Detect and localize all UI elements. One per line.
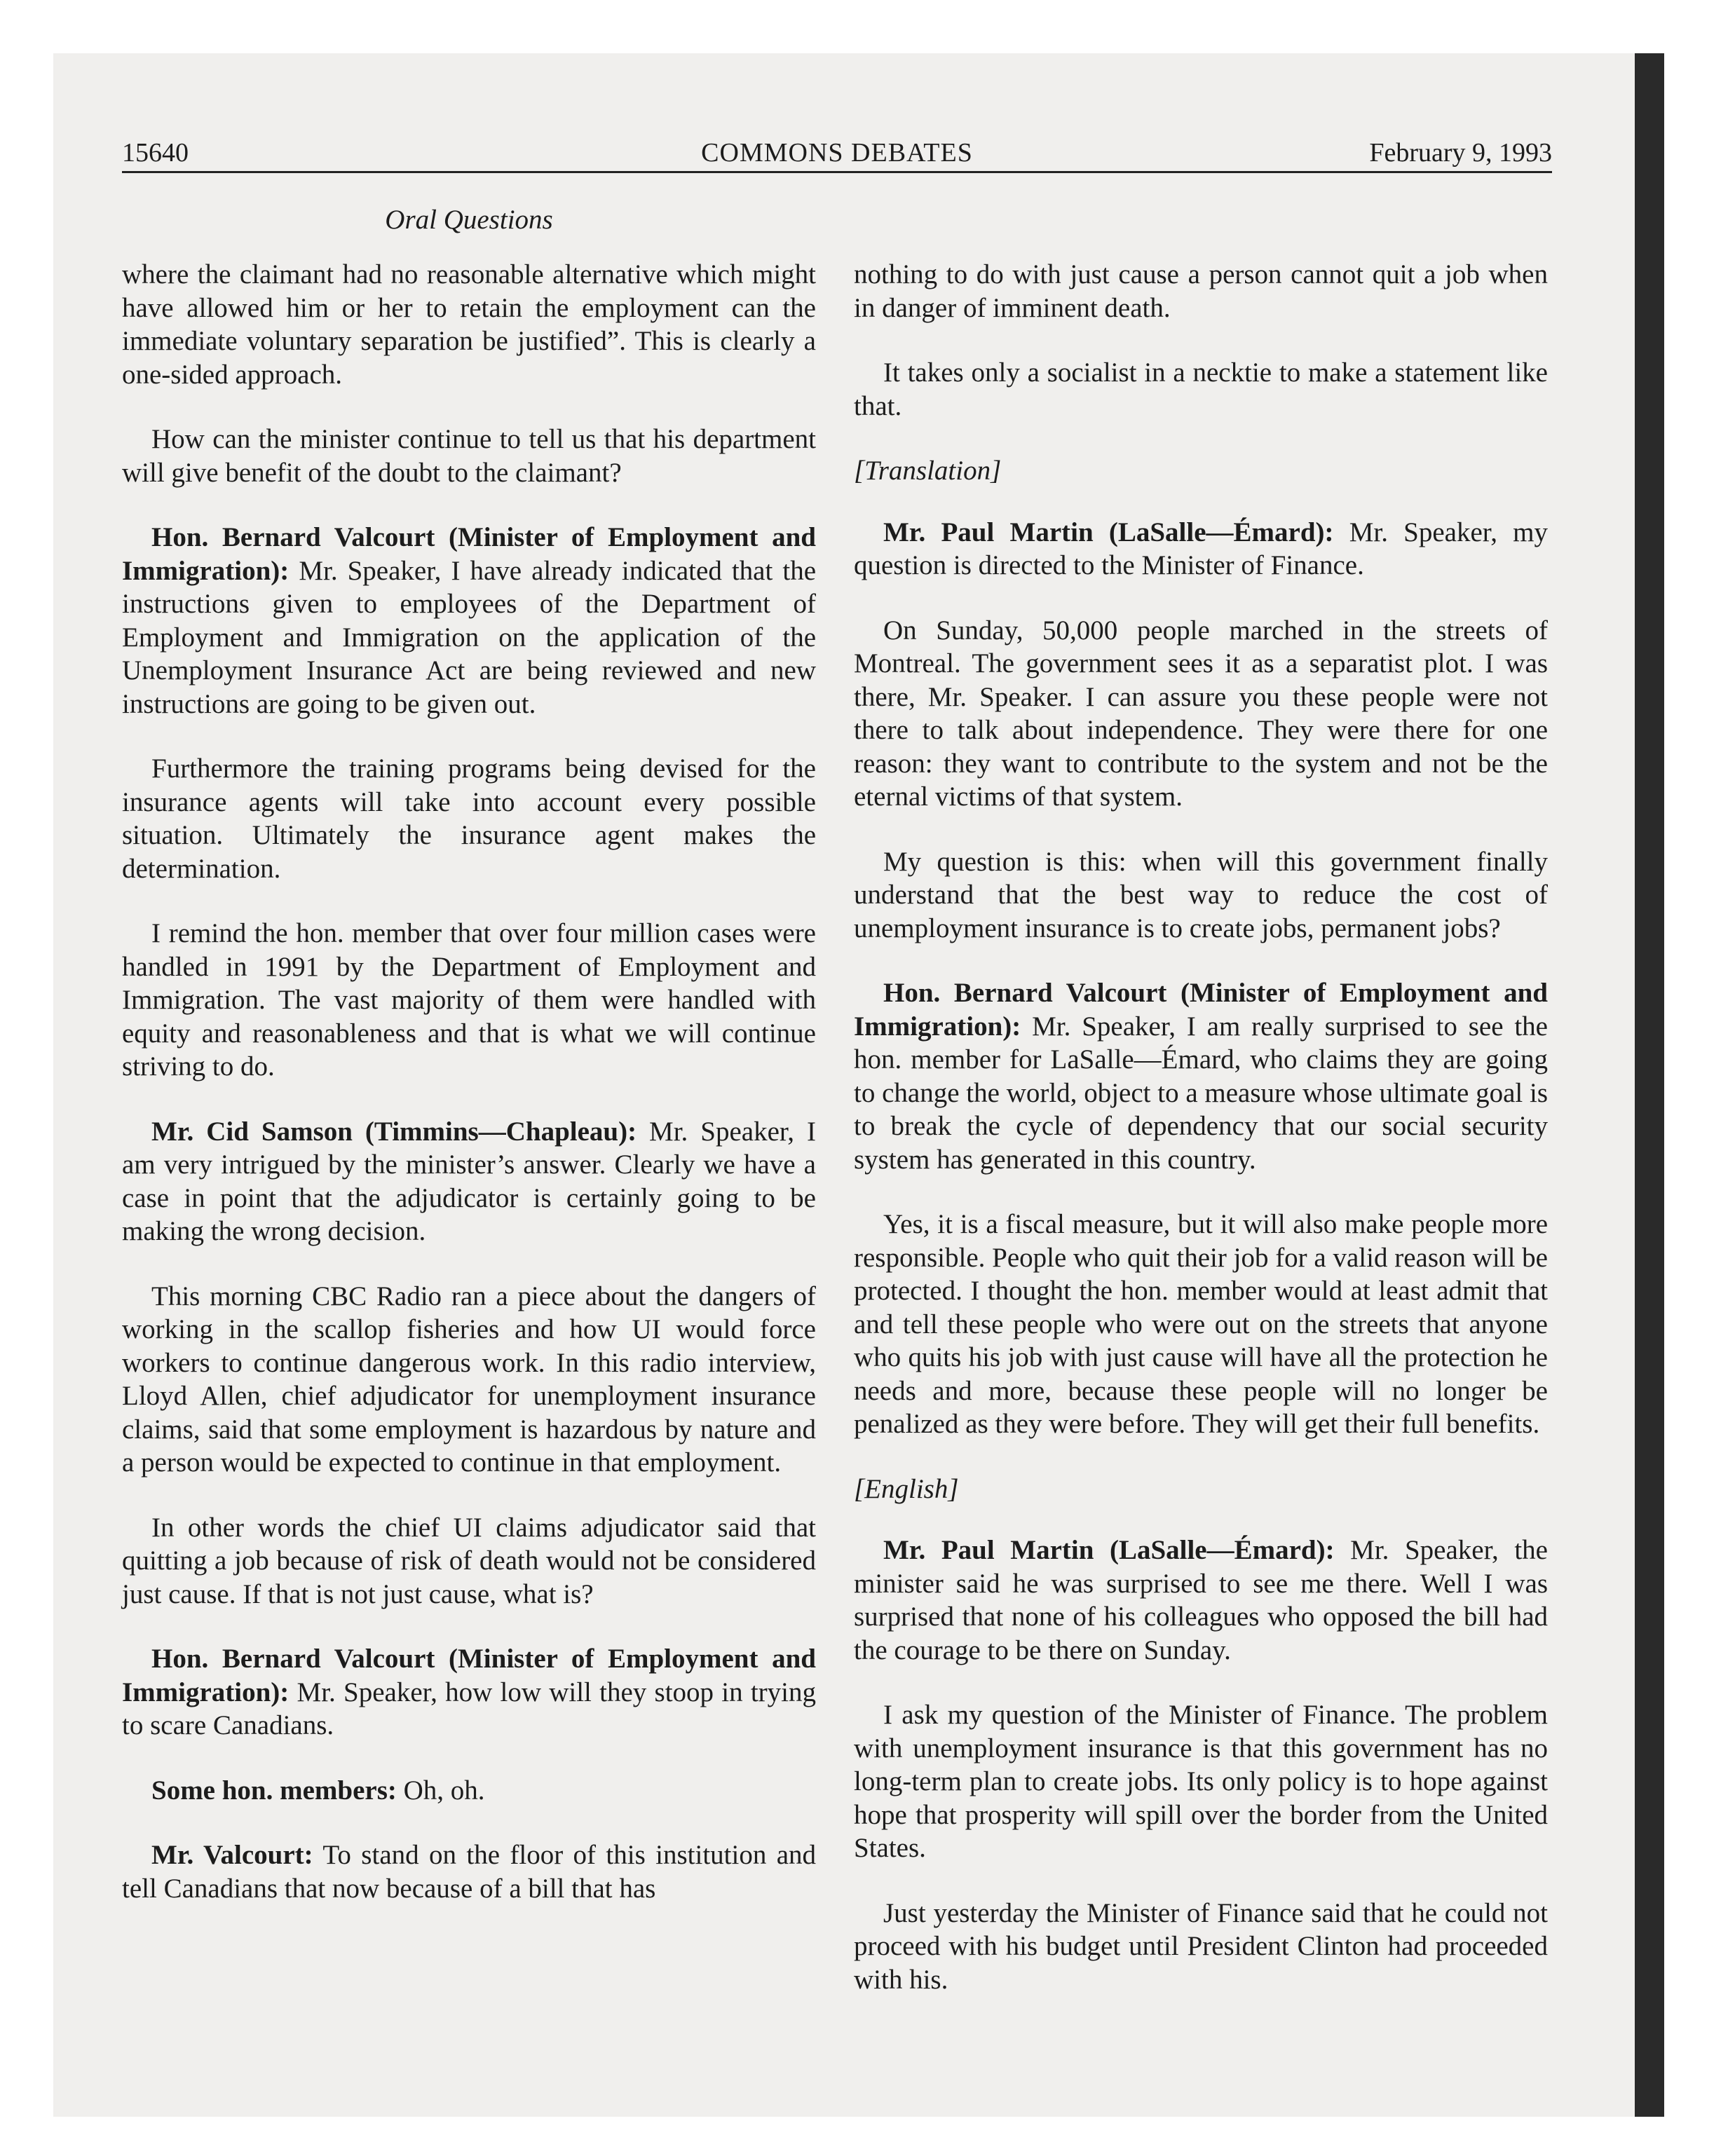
speech-paragraph (122, 1774, 816, 1808)
page-number: 15640 (122, 138, 189, 168)
speech-paragraph (122, 1642, 816, 1742)
speech-paragraph (854, 1534, 1548, 1667)
language-tag: [Translation] (854, 456, 1002, 486)
speech-paragraph (854, 976, 1548, 1176)
body-paragraph: Just yesterday the Minister of Finance said that he could not proceed with his budget until President Clinton had proceeded with his. (854, 1897, 1548, 1995)
speaker-name: Hon. Bernard Valcourt (Minister of Employment and Immigration): (854, 978, 1548, 1042)
body-paragraph: Yes, it is a fiscal measure, but it will also make people more responsible. People who quit their job for a valid reason will be protected. I thought the hon. member would at least admit that and tell these people who were out on the streets that anyone who quits his job with just cause will have all the protection he needs and more, because these people will no longer be penalized as they were before. They will get their full benefits. (854, 1209, 1548, 1439)
body-paragraph: Furthermore the training programs being devised for the insurance agents will take into account every possible situation. Ultimately the insurance agent makes the determination. (122, 753, 816, 884)
body-paragraph: On Sunday, 50,000 people marched in the streets of Montreal. The government sees it as a separatist plot. I was there, Mr. Speaker. I can assure you these people were not there to talk about independence. They were there for one reason: they want to contribute to the system and not be the eternal victims of that system. (854, 615, 1548, 812)
right-column (854, 258, 1548, 2028)
speech-paragraph (122, 1838, 816, 1905)
speaker-name: Mr. Valcourt: (151, 1840, 313, 1870)
body-paragraph: It takes only a socialist in a necktie to make a statement like that. (854, 357, 1548, 421)
language-tag: [English] (854, 1473, 959, 1504)
body-paragraph: My question is this: when will this government finally understand that the best way to reduce the cost of unemployment insurance is to create jobs, permanent jobs? (854, 846, 1548, 943)
speech-text: Mr. Speaker, how low will they stoop in trying to scare Canadians. (122, 1677, 816, 1740)
publication-title: COMMONS DEBATES (701, 138, 973, 168)
speech-paragraph (122, 521, 816, 721)
speech-text: Mr. Speaker, my question is directed to the Minister of Finance. (854, 517, 1548, 580)
page-date: February 9, 1993 (1369, 138, 1552, 168)
body-paragraph: I ask my question of the Minister of Finance. The problem with unemployment insurance is that this government has no long-term plan to create jobs. Its only policy is to hope against hope that prosperity will spill over the border from the United States. (854, 1700, 1548, 1863)
body-paragraph: nothing to do with just cause a person cannot quit a job when in danger of imminent death. (854, 259, 1548, 323)
page-header (122, 133, 1552, 172)
left-column (122, 258, 816, 1937)
speech-paragraph (122, 1115, 816, 1248)
speech-text: Oh, oh. (396, 1775, 485, 1806)
speaker-name: Hon. Bernard Valcourt (Minister of Employment and Immigration): (122, 1644, 816, 1707)
body-paragraph: This morning CBC Radio ran a piece about the dangers of working in the scallop fisheries and how UI would force workers to continue dangerous work. In this radio interview, Lloyd Allen, chief adjudicator for unemployment insurance claims, said that some employment is hazardous by nature and a person would be expected to continue in that employment. (122, 1281, 816, 1478)
speech-text: To stand on the floor of this institution and tell Canadians that now because of a bill that has (122, 1840, 816, 1904)
speaker-name: Hon. Bernard Valcourt (Minister of Employment and Immigration): (122, 522, 816, 586)
speaker-name: Mr. Cid Samson (Timmins—Chapleau): (151, 1116, 637, 1147)
speech-text: Mr. Speaker, I am really surprised to see the hon. member for LaSalle—Émard, who claims they are going to change the world, object to a measure whose ultimate goal is to break the cycle of dependency that our social security system has generated in this country. (854, 1011, 1548, 1175)
body-paragraph: How can the minister continue to tell us that his department will give benefit of the doubt to the claimant? (122, 424, 816, 488)
section-label: Oral Questions (385, 205, 553, 235)
header-rule (122, 171, 1552, 173)
speech-text: Mr. Speaker, the minister said he was surprised to see me there. Well I was surprised that none of his colleagues who opposed the bill had the courage to be there on Sunday. (854, 1535, 1548, 1665)
speech-text: Mr. Speaker, I am very intrigued by the minister’s answer. Clearly we have a case in point that the adjudicator is certainly going to be making the wrong decision. (122, 1116, 817, 1246)
body-paragraph: where the claimant had no reasonable alternative which might have allowed him or her to retain the employment can the immediate voluntary separation be justified”. This is clearly a one-sided approach. (122, 259, 816, 390)
body-paragraph: In other words the chief UI claims adjudicator said that quitting a job because of risk of death would not be considered just cause. If that is not just cause, what is? (122, 1512, 816, 1609)
speaker-name: Mr. Paul Martin (LaSalle—Émard): (883, 517, 1334, 547)
speech-paragraph (854, 516, 1548, 582)
speaker-name: Mr. Paul Martin (LaSalle—Émard): (883, 1535, 1335, 1565)
scan-edge-shadow (1635, 53, 1664, 2117)
speaker-name: Some hon. members: (151, 1775, 397, 1806)
body-paragraph: I remind the hon. member that over four million cases were handled in 1991 by the Department of Employment and Immigration. The vast majority of them were handled with equity and reasonableness and that is what we will continue striving to do. (122, 918, 816, 1082)
speech-text: Mr. Speaker, I have already indicated that the instructions given to employees of the Department of Employment and Immigration on the application of the Unemployment Insurance Act are being reviewed and new instructions are going to be given out. (122, 555, 816, 719)
